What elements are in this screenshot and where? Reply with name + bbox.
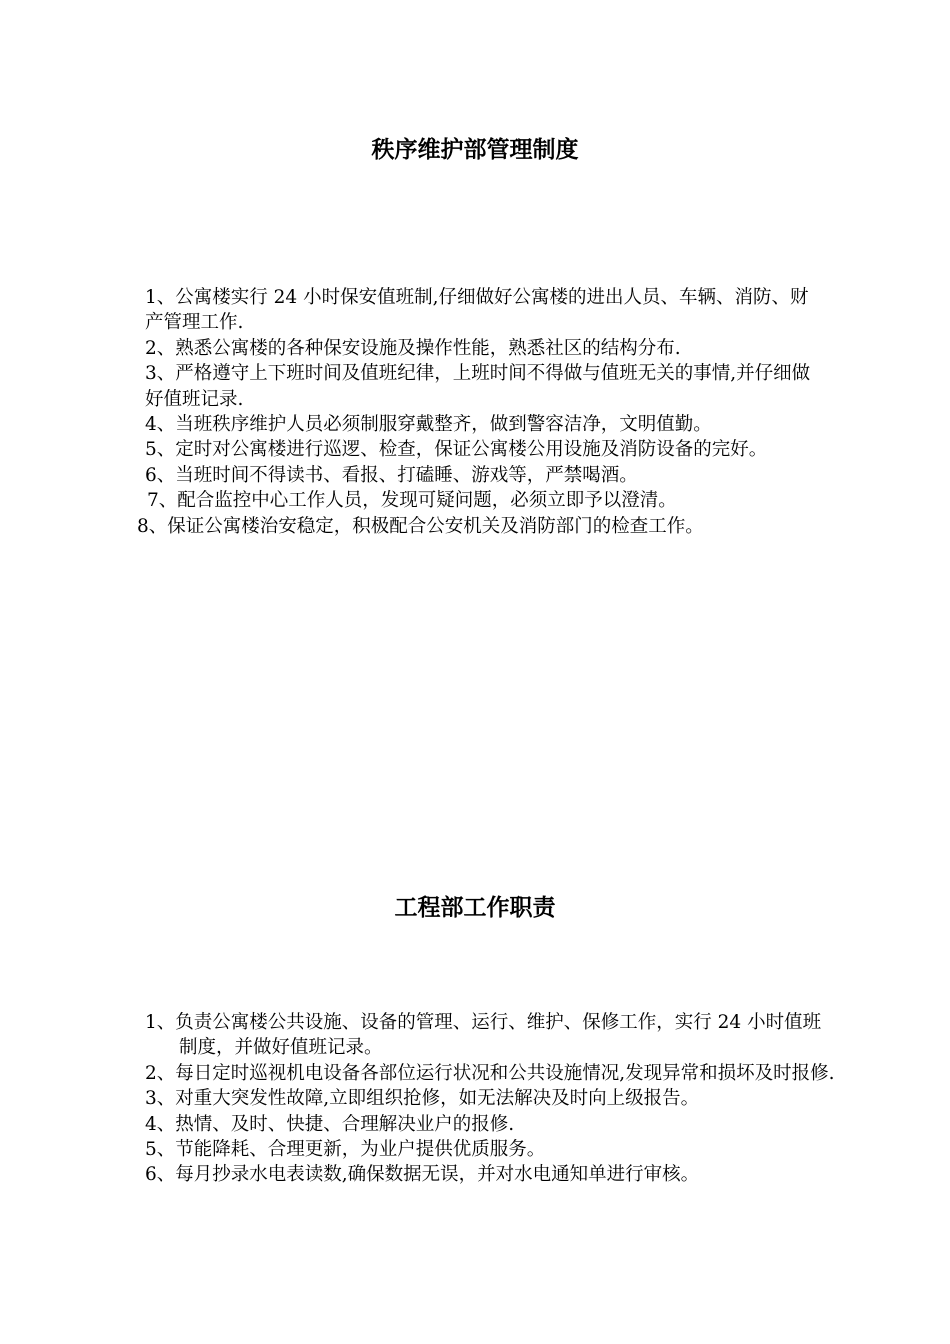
section-title: 工程部工作职责: [394, 895, 556, 921]
list-item: 3、严格遵守上下班时间及值班纪律，上班时间不得做与值班无关的事情,并仔细做好值班记录.: [145, 363, 811, 410]
list-item: 4、热情、及时、快捷、合理解决业户的报修.: [145, 1113, 515, 1135]
page-title: 秩序维护部管理制度: [371, 137, 579, 163]
list-item: 4、当班秩序维护人员必须制服穿戴整齐，做到警容洁净，文明值勤。: [145, 414, 712, 436]
list-item: 1、负责公寓楼公共设施、设备的管理、运行、维护、保修工作，实行 24 小时值班制度，并做好值班记录。: [145, 1012, 822, 1059]
list-item: 5、节能降耗、合理更新，为业户提供优质服务。: [145, 1139, 546, 1161]
list-item: 1、公寓楼实行 24 小时保安值班制,仔细做好公寓楼的进出人员、车辆、消防、财产管理工作.: [145, 287, 809, 334]
list-item: 6、每月抄录水电表读数,确保数据无误，并对水电通知单进行审核。: [145, 1164, 700, 1186]
list-item: 3、对重大突发性故障,立即组织抢修，如无法解决及时向上级报告。: [145, 1088, 700, 1110]
rules-list: [137, 285, 825, 539]
list-item: 6、当班时间不得读书、看报、打磕睡、游戏等，严禁喝酒。: [145, 464, 638, 486]
list-item: 5、定时对公寓楼进行巡逻、检查，保证公寓楼公用设施及消防设备的完好。: [145, 439, 768, 461]
list-item: 2、熟悉公寓楼的各种保安设施及操作性能，熟悉社区的结构分布.: [145, 337, 681, 359]
list-item: 7、配合监控中心工作人员，发现可疑问题，必须立即予以澄清。: [147, 490, 677, 512]
list-item: 8、保证公寓楼治安稳定，积极配合公安机关及消防部门的检查工作。: [137, 515, 704, 537]
list-item: 2、每日定时巡视机电设备各部位运行状况和公共设施情况,发现异常和损坏及时报修.: [145, 1062, 835, 1084]
duties-list: [145, 1010, 835, 1188]
